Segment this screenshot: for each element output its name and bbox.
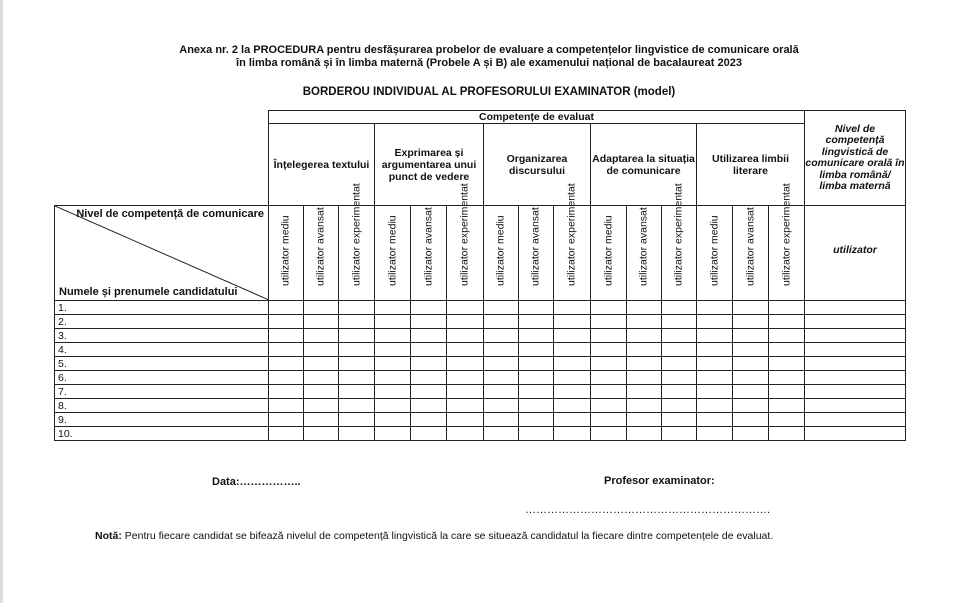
check-cell[interactable] bbox=[591, 301, 627, 315]
check-cell[interactable] bbox=[411, 357, 447, 371]
level-header-5-3 bbox=[769, 183, 805, 301]
check-cell[interactable] bbox=[769, 427, 805, 441]
check-cell[interactable] bbox=[447, 427, 484, 441]
level-label: utilizator mediu bbox=[386, 215, 398, 286]
level-header-1-3 bbox=[339, 183, 375, 301]
check-cell[interactable] bbox=[591, 413, 627, 427]
check-cell[interactable] bbox=[554, 357, 591, 371]
level-header-2-2 bbox=[411, 206, 447, 301]
check-cell[interactable] bbox=[339, 371, 375, 385]
check-cell[interactable] bbox=[662, 357, 697, 371]
check-cell[interactable] bbox=[805, 343, 906, 357]
nivel-competenta-label: Nivel de competență de comunicare bbox=[76, 208, 264, 220]
check-cell[interactable] bbox=[554, 427, 591, 441]
check-cell[interactable] bbox=[375, 301, 411, 315]
table-row bbox=[55, 427, 906, 441]
check-cell[interactable] bbox=[662, 413, 697, 427]
check-cell[interactable] bbox=[805, 315, 906, 329]
check-cell[interactable] bbox=[554, 315, 591, 329]
check-cell[interactable] bbox=[697, 413, 733, 427]
check-cell[interactable] bbox=[805, 329, 906, 343]
check-cell[interactable] bbox=[269, 301, 304, 315]
check-cell[interactable] bbox=[304, 343, 339, 357]
row-number: 8. bbox=[55, 399, 269, 413]
check-cell[interactable] bbox=[805, 385, 906, 399]
annex-line-1: Anexa nr. 2 la PROCEDURA pentru desfășurarea probelor de evaluare a competențelor lingvistice de comunicare orală bbox=[179, 44, 799, 56]
category-header-2: Exprimarea și argumentarea unui punct de vedere bbox=[375, 124, 484, 206]
check-cell[interactable] bbox=[662, 315, 697, 329]
check-cell[interactable] bbox=[375, 315, 411, 329]
signature-line: …………………………………………………………. bbox=[525, 504, 771, 516]
check-cell[interactable] bbox=[627, 399, 662, 413]
competente-header: Competențe de evaluat bbox=[269, 111, 805, 124]
check-cell[interactable] bbox=[447, 385, 484, 399]
check-cell[interactable] bbox=[484, 427, 519, 441]
check-cell[interactable] bbox=[304, 371, 339, 385]
evaluation-table bbox=[54, 110, 906, 441]
category-header-5: Utilizarea limbii literare bbox=[697, 124, 805, 206]
check-cell[interactable] bbox=[519, 371, 554, 385]
check-cell[interactable] bbox=[519, 413, 554, 427]
check-cell[interactable] bbox=[733, 427, 769, 441]
document-title: BORDEROU INDIVIDUAL AL PROFESORULUI EXAMINATOR (model) bbox=[302, 86, 676, 98]
level-header-5-2 bbox=[733, 206, 769, 301]
check-cell[interactable] bbox=[269, 385, 304, 399]
check-cell[interactable] bbox=[484, 413, 519, 427]
level-label: utilizator avansat bbox=[744, 207, 756, 286]
check-cell[interactable] bbox=[269, 357, 304, 371]
check-cell[interactable] bbox=[662, 385, 697, 399]
check-cell[interactable] bbox=[769, 301, 805, 315]
table-row bbox=[55, 385, 906, 399]
level-header-4-1 bbox=[591, 206, 627, 301]
check-cell[interactable] bbox=[304, 413, 339, 427]
table-row bbox=[55, 315, 906, 329]
check-cell[interactable] bbox=[554, 399, 591, 413]
level-header-3-2 bbox=[519, 206, 554, 301]
level-label: utilizator experimentat bbox=[780, 183, 792, 286]
check-cell[interactable] bbox=[269, 427, 304, 441]
check-cell[interactable] bbox=[591, 357, 627, 371]
check-cell[interactable] bbox=[269, 371, 304, 385]
row-number: 1. bbox=[55, 301, 269, 315]
check-cell[interactable] bbox=[269, 315, 304, 329]
check-cell[interactable] bbox=[375, 371, 411, 385]
check-cell[interactable] bbox=[447, 413, 484, 427]
check-cell[interactable] bbox=[269, 329, 304, 343]
check-cell[interactable] bbox=[304, 357, 339, 371]
level-header-1-1 bbox=[269, 206, 304, 301]
table-row bbox=[55, 301, 906, 315]
check-cell[interactable] bbox=[519, 343, 554, 357]
check-cell[interactable] bbox=[519, 301, 554, 315]
check-cell[interactable] bbox=[733, 343, 769, 357]
check-cell[interactable] bbox=[411, 413, 447, 427]
check-cell[interactable] bbox=[411, 427, 447, 441]
check-cell[interactable] bbox=[591, 371, 627, 385]
check-cell[interactable] bbox=[375, 343, 411, 357]
check-cell[interactable] bbox=[269, 343, 304, 357]
check-cell[interactable] bbox=[697, 329, 733, 343]
category-header-3: Organizarea discursului bbox=[484, 124, 591, 206]
blank-corner bbox=[55, 111, 269, 206]
check-cell[interactable] bbox=[591, 385, 627, 399]
check-cell[interactable] bbox=[662, 427, 697, 441]
level-header-5-1 bbox=[697, 206, 733, 301]
check-cell[interactable] bbox=[769, 357, 805, 371]
check-cell[interactable] bbox=[484, 371, 519, 385]
check-cell[interactable] bbox=[662, 371, 697, 385]
check-cell[interactable] bbox=[447, 315, 484, 329]
check-cell[interactable] bbox=[304, 427, 339, 441]
level-label: utilizator experimentat bbox=[350, 183, 362, 286]
table-row bbox=[55, 343, 906, 357]
check-cell[interactable] bbox=[484, 385, 519, 399]
check-cell[interactable] bbox=[733, 357, 769, 371]
check-cell[interactable] bbox=[697, 315, 733, 329]
check-cell[interactable] bbox=[447, 329, 484, 343]
level-header-3-1 bbox=[484, 206, 519, 301]
check-cell[interactable] bbox=[339, 385, 375, 399]
check-cell[interactable] bbox=[627, 343, 662, 357]
level-header-2-1 bbox=[375, 206, 411, 301]
check-cell[interactable] bbox=[375, 329, 411, 343]
check-cell[interactable] bbox=[411, 343, 447, 357]
check-cell[interactable] bbox=[339, 399, 375, 413]
row-number: 9. bbox=[55, 413, 269, 427]
check-cell[interactable] bbox=[662, 399, 697, 413]
check-cell[interactable] bbox=[519, 329, 554, 343]
check-cell[interactable] bbox=[519, 357, 554, 371]
diagonal-header-cell bbox=[55, 206, 269, 301]
check-cell[interactable] bbox=[519, 399, 554, 413]
check-cell[interactable] bbox=[339, 357, 375, 371]
check-cell[interactable] bbox=[662, 343, 697, 357]
check-cell[interactable] bbox=[805, 399, 906, 413]
check-cell[interactable] bbox=[304, 399, 339, 413]
row-number: 6. bbox=[55, 371, 269, 385]
date-field: Data:…………….. bbox=[212, 476, 301, 488]
level-label: utilizator experimentat bbox=[458, 183, 471, 286]
check-cell[interactable] bbox=[304, 315, 339, 329]
check-cell[interactable] bbox=[697, 357, 733, 371]
note-label: Notă: bbox=[95, 530, 122, 542]
check-cell[interactable] bbox=[627, 301, 662, 315]
nume-prenume-label: Numele și prenumele candidatului bbox=[59, 286, 238, 298]
check-cell[interactable] bbox=[304, 329, 339, 343]
check-cell[interactable] bbox=[339, 301, 375, 315]
check-cell[interactable] bbox=[769, 329, 805, 343]
check-cell[interactable] bbox=[554, 329, 591, 343]
check-cell[interactable] bbox=[447, 399, 484, 413]
check-cell[interactable] bbox=[554, 413, 591, 427]
category-header-4: Adaptarea la situația de comunicare bbox=[591, 124, 697, 206]
check-cell[interactable] bbox=[805, 301, 906, 315]
check-cell[interactable] bbox=[733, 399, 769, 413]
row-number: 3. bbox=[55, 329, 269, 343]
check-cell[interactable] bbox=[697, 371, 733, 385]
level-header-4-3 bbox=[662, 183, 697, 301]
check-cell[interactable] bbox=[591, 315, 627, 329]
check-cell[interactable] bbox=[339, 343, 375, 357]
check-cell[interactable] bbox=[769, 343, 805, 357]
check-cell[interactable] bbox=[733, 301, 769, 315]
annex-line-2: în limba română și în limba maternă (Probele A și B) ale examenului național de bacalaureat 2023 bbox=[236, 57, 742, 69]
check-cell[interactable] bbox=[269, 413, 304, 427]
note-text: Pentru fiecare candidat se bifează nivelul de competență lingvistică la care se situează candidatul la fiecare dintre competențele de evaluat. bbox=[121, 530, 774, 542]
check-cell[interactable] bbox=[519, 427, 554, 441]
check-cell[interactable] bbox=[304, 385, 339, 399]
check-cell[interactable] bbox=[447, 301, 484, 315]
level-header-1-2 bbox=[304, 206, 339, 301]
row-number: 7. bbox=[55, 385, 269, 399]
check-cell[interactable] bbox=[554, 371, 591, 385]
table-row bbox=[55, 371, 906, 385]
check-cell[interactable] bbox=[554, 343, 591, 357]
check-cell[interactable] bbox=[733, 385, 769, 399]
check-cell[interactable] bbox=[339, 427, 375, 441]
check-cell[interactable] bbox=[591, 399, 627, 413]
check-cell[interactable] bbox=[304, 301, 339, 315]
check-cell[interactable] bbox=[627, 413, 662, 427]
check-cell[interactable] bbox=[591, 329, 627, 343]
check-cell[interactable] bbox=[554, 385, 591, 399]
check-cell[interactable] bbox=[697, 399, 733, 413]
note bbox=[95, 530, 773, 542]
level-header-4-2 bbox=[627, 206, 662, 301]
check-cell[interactable] bbox=[769, 315, 805, 329]
check-cell[interactable] bbox=[519, 315, 554, 329]
level-header-3-3 bbox=[554, 183, 591, 301]
check-cell[interactable] bbox=[339, 315, 375, 329]
utilizator-cell: utilizator bbox=[805, 206, 906, 301]
check-cell[interactable] bbox=[484, 357, 519, 371]
table-row bbox=[55, 357, 906, 371]
check-cell[interactable] bbox=[375, 385, 411, 399]
table-row bbox=[55, 399, 906, 413]
check-cell[interactable] bbox=[697, 343, 733, 357]
check-cell[interactable] bbox=[447, 371, 484, 385]
check-cell[interactable] bbox=[339, 413, 375, 427]
check-cell[interactable] bbox=[627, 371, 662, 385]
check-cell[interactable] bbox=[697, 385, 733, 399]
level-label: utilizator avansat bbox=[529, 207, 542, 286]
category-header-1: Înțelegerea textului bbox=[269, 124, 375, 206]
check-cell[interactable] bbox=[591, 427, 627, 441]
check-cell[interactable] bbox=[805, 371, 906, 385]
row-number: 4. bbox=[55, 343, 269, 357]
check-cell[interactable] bbox=[269, 399, 304, 413]
check-cell[interactable] bbox=[627, 427, 662, 441]
check-cell[interactable] bbox=[805, 413, 906, 427]
check-cell[interactable] bbox=[627, 329, 662, 343]
level-label: utilizator mediu bbox=[602, 215, 614, 286]
level-label: utilizator avansat bbox=[314, 207, 327, 286]
check-cell[interactable] bbox=[662, 329, 697, 343]
check-cell[interactable] bbox=[733, 329, 769, 343]
check-cell[interactable] bbox=[411, 371, 447, 385]
check-cell[interactable] bbox=[554, 301, 591, 315]
check-cell[interactable] bbox=[769, 399, 805, 413]
check-cell[interactable] bbox=[411, 399, 447, 413]
check-cell[interactable] bbox=[484, 343, 519, 357]
check-cell[interactable] bbox=[805, 357, 906, 371]
check-cell[interactable] bbox=[447, 343, 484, 357]
check-cell[interactable] bbox=[627, 315, 662, 329]
table-row bbox=[55, 329, 906, 343]
check-cell[interactable] bbox=[769, 413, 805, 427]
check-cell[interactable] bbox=[411, 329, 447, 343]
check-cell[interactable] bbox=[411, 315, 447, 329]
check-cell[interactable] bbox=[375, 357, 411, 371]
check-cell[interactable] bbox=[484, 315, 519, 329]
level-label: utilizator experimentat bbox=[565, 183, 578, 286]
check-cell[interactable] bbox=[519, 385, 554, 399]
row-number: 2. bbox=[55, 315, 269, 329]
level-label: utilizator avansat bbox=[422, 207, 434, 286]
examiner-label: Profesor examinator: bbox=[604, 475, 715, 487]
check-cell[interactable] bbox=[697, 427, 733, 441]
level-header-2-3 bbox=[447, 183, 484, 301]
table-row bbox=[55, 413, 906, 427]
check-cell[interactable] bbox=[769, 371, 805, 385]
check-cell[interactable] bbox=[375, 399, 411, 413]
level-label: utilizator mediu bbox=[494, 215, 507, 286]
check-cell[interactable] bbox=[627, 357, 662, 371]
level-label: utilizator mediu bbox=[708, 215, 720, 286]
check-cell[interactable] bbox=[411, 301, 447, 315]
check-cell[interactable] bbox=[805, 427, 906, 441]
level-label: utilizator experimentat bbox=[672, 183, 685, 286]
row-number: 10. bbox=[55, 427, 269, 441]
check-cell[interactable] bbox=[484, 301, 519, 315]
check-cell[interactable] bbox=[591, 343, 627, 357]
check-cell[interactable] bbox=[627, 385, 662, 399]
check-cell[interactable] bbox=[662, 301, 697, 315]
check-cell[interactable] bbox=[733, 315, 769, 329]
check-cell[interactable] bbox=[697, 301, 733, 315]
check-cell[interactable] bbox=[447, 357, 484, 371]
check-cell[interactable] bbox=[733, 371, 769, 385]
nivel-header: Nivel de competență lingvistică de comunicare orală în limba română/ limba maternă bbox=[805, 111, 906, 206]
check-cell[interactable] bbox=[411, 385, 447, 399]
check-cell[interactable] bbox=[733, 413, 769, 427]
row-number: 5. bbox=[55, 357, 269, 371]
level-label: utilizator mediu bbox=[279, 215, 292, 286]
check-cell[interactable] bbox=[769, 385, 805, 399]
check-cell[interactable] bbox=[375, 413, 411, 427]
check-cell[interactable] bbox=[484, 399, 519, 413]
level-label: utilizator avansat bbox=[637, 207, 650, 286]
check-cell[interactable] bbox=[484, 329, 519, 343]
check-cell[interactable] bbox=[375, 427, 411, 441]
check-cell[interactable] bbox=[339, 329, 375, 343]
